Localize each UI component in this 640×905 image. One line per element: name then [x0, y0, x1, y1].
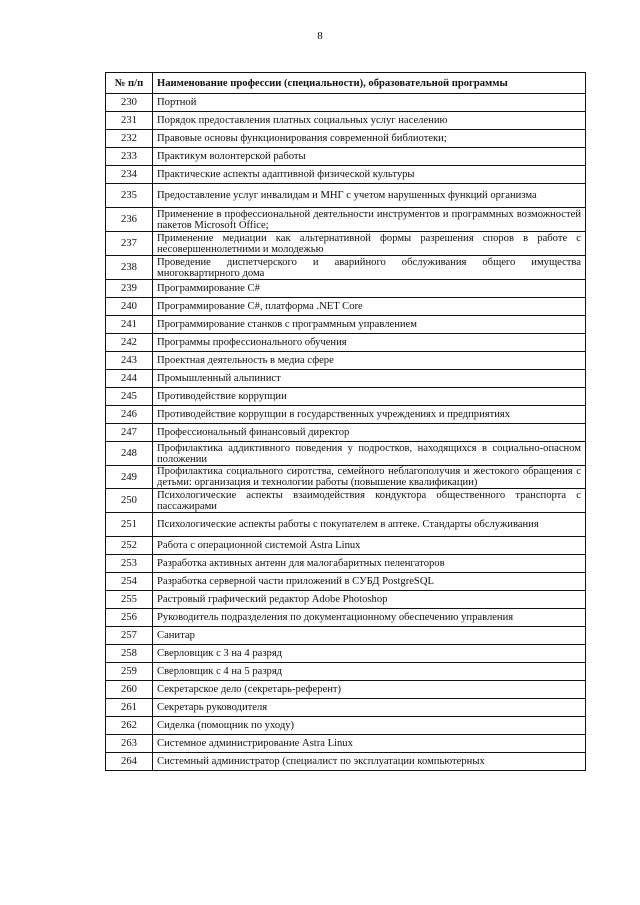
row-name: Правовые основы функционирования современной библиотеки;	[153, 130, 586, 148]
row-name: Проведение диспетчерского и аварийного обслуживания общего имущества многоквартирного дома	[153, 256, 586, 280]
row-number: 236	[106, 208, 153, 232]
header-name: Наименование профессии (специальности), образовательной программы	[153, 73, 586, 94]
row-name: Профилактика аддиктивного поведения у подростков, находящихся в социально-опасном положении	[153, 442, 586, 466]
row-name: Секретарь руководителя	[153, 699, 586, 717]
row-number: 235	[106, 184, 153, 208]
row-number: 259	[106, 663, 153, 681]
row-name: Санитар	[153, 627, 586, 645]
table-body	[106, 94, 586, 771]
row-number: 243	[106, 352, 153, 370]
row-name: Противодействие коррупции	[153, 388, 586, 406]
row-name: Системный администратор (специалист по эксплуатации компьютерных	[153, 753, 586, 771]
table-row	[106, 298, 586, 316]
row-number: 261	[106, 699, 153, 717]
row-name: Психологические аспекты работы с покупателем в аптеке. Стандарты обслуживания	[153, 513, 586, 537]
row-number: 264	[106, 753, 153, 771]
table-row	[106, 442, 586, 466]
row-number: 247	[106, 424, 153, 442]
row-number: 230	[106, 94, 153, 112]
row-name: Сверловщик с 4 на 5 разряд	[153, 663, 586, 681]
row-name: Профилактика социального сиротства, семейного неблагополучия и жестокого обращения с детьми: организация и технологии работы (повышение квалификации)	[153, 466, 586, 489]
row-name: Порядок предоставления платных социальных услуг населению	[153, 112, 586, 130]
row-name: Разработка активных антенн для малогабаритных пеленгаторов	[153, 555, 586, 573]
table-row	[106, 717, 586, 735]
table-row	[106, 184, 586, 208]
table-row	[106, 280, 586, 298]
row-name: Противодействие коррупции в государственных учреждениях и предприятиях	[153, 406, 586, 424]
row-number: 249	[106, 466, 153, 489]
table-row	[106, 388, 586, 406]
row-number: 253	[106, 555, 153, 573]
row-name: Практические аспекты адаптивной физической культуры	[153, 166, 586, 184]
row-number: 262	[106, 717, 153, 735]
row-name: Разработка серверной части приложений в СУБД PostgreSQL	[153, 573, 586, 591]
table-row	[106, 94, 586, 112]
row-name: Секретарское дело (секретарь-референт)	[153, 681, 586, 699]
row-number: 238	[106, 256, 153, 280]
professions-table	[105, 72, 586, 771]
table-row	[106, 334, 586, 352]
table-row	[106, 735, 586, 753]
row-number: 252	[106, 537, 153, 555]
table-row	[106, 627, 586, 645]
row-number: 242	[106, 334, 153, 352]
table-row	[106, 112, 586, 130]
table-row	[106, 609, 586, 627]
table-row	[106, 370, 586, 388]
table-row	[106, 753, 586, 771]
row-name: Психологические аспекты взаимодействия кондуктора общественного транспорта с пассажирами	[153, 489, 586, 513]
row-name: Предоставление услуг инвалидам и МНГ с учетом нарушенных функций организма	[153, 184, 586, 208]
row-number: 248	[106, 442, 153, 466]
table-row	[106, 489, 586, 513]
table-header-row	[106, 73, 586, 94]
row-name: Сверловщик с 3 на 4 разряд	[153, 645, 586, 663]
row-number: 232	[106, 130, 153, 148]
row-number: 231	[106, 112, 153, 130]
table-row	[106, 513, 586, 537]
table-row	[106, 352, 586, 370]
row-number: 263	[106, 735, 153, 753]
header-number: № п/п	[106, 73, 153, 94]
table-row	[106, 663, 586, 681]
row-name: Практикум волонтерской работы	[153, 148, 586, 166]
table-row	[106, 232, 586, 256]
table-row	[106, 537, 586, 555]
row-name: Системное администрирование Astra Linux	[153, 735, 586, 753]
table-row	[106, 555, 586, 573]
row-number: 250	[106, 489, 153, 513]
row-number: 255	[106, 591, 153, 609]
row-number: 246	[106, 406, 153, 424]
table-row	[106, 166, 586, 184]
row-number: 254	[106, 573, 153, 591]
row-name: Сиделка (помощник по уходу)	[153, 717, 586, 735]
row-name: Программирование С#	[153, 280, 586, 298]
table-row	[106, 256, 586, 280]
row-name: Программирование станков с программным управлением	[153, 316, 586, 334]
row-name: Программы профессионального обучения	[153, 334, 586, 352]
row-number: 244	[106, 370, 153, 388]
table-row	[106, 424, 586, 442]
table-row	[106, 699, 586, 717]
row-number: 233	[106, 148, 153, 166]
page-number: 8	[317, 30, 323, 42]
table-row	[106, 208, 586, 232]
table-row	[106, 406, 586, 424]
row-number: 245	[106, 388, 153, 406]
table-row	[106, 645, 586, 663]
row-name: Программирование C#, платформа .NET Core	[153, 298, 586, 316]
table-row	[106, 681, 586, 699]
row-number: 257	[106, 627, 153, 645]
row-number: 234	[106, 166, 153, 184]
row-name: Проектная деятельность в медиа сфере	[153, 352, 586, 370]
table-row	[106, 148, 586, 166]
row-number: 239	[106, 280, 153, 298]
row-name: Промышленный альпинист	[153, 370, 586, 388]
row-name: Применение медиации как альтернативной формы разрешения споров в работе с несовершеннолетними и молодежью	[153, 232, 586, 256]
table-row	[106, 573, 586, 591]
table-row	[106, 316, 586, 334]
row-number: 237	[106, 232, 153, 256]
row-number: 240	[106, 298, 153, 316]
row-name: Профессиональный финансовый директор	[153, 424, 586, 442]
row-name: Работа с операционной системой Astra Linux	[153, 537, 586, 555]
table-row	[106, 591, 586, 609]
row-name: Портной	[153, 94, 586, 112]
row-number: 260	[106, 681, 153, 699]
row-name: Растровый графический редактор Adobe Photoshop	[153, 591, 586, 609]
row-name: Применение в профессиональной деятельности инструментов и программных возможностей пакетов Microsoft Office;	[153, 208, 586, 232]
row-number: 256	[106, 609, 153, 627]
row-number: 258	[106, 645, 153, 663]
row-number: 251	[106, 513, 153, 537]
table-row	[106, 130, 586, 148]
row-number: 241	[106, 316, 153, 334]
table-row	[106, 466, 586, 489]
row-name: Руководитель подразделения по документационному обеспечению управления	[153, 609, 586, 627]
